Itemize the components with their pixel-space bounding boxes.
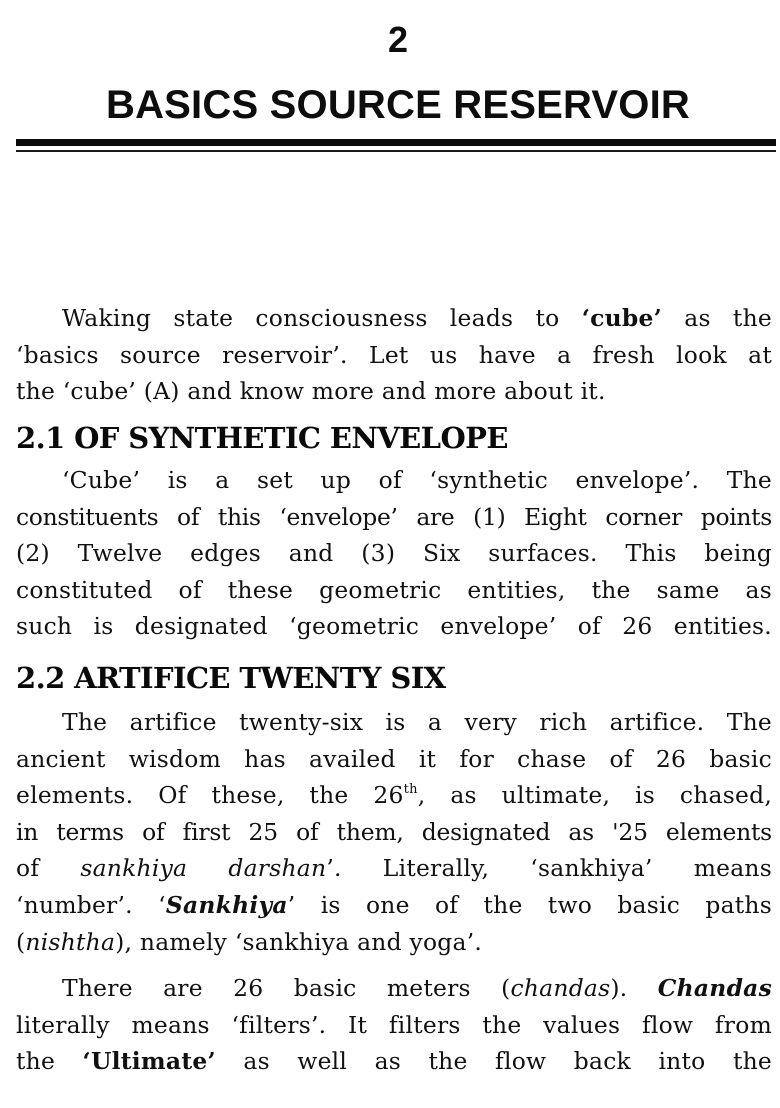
title-rule-thin: [16, 150, 776, 152]
text-line: ancient wisdom has availed it for chase of 26 basic: [16, 744, 772, 773]
text-line: There are 26 basic meters (chandas). Chandas: [62, 974, 772, 1003]
text-line: (2) Twelve edges and (3) Six surfaces. This being: [16, 539, 772, 568]
text-line: the ‘cube’ (A) and know more and more about it.: [16, 377, 606, 406]
text-line: elements. Of these, the 26th, as ultimate, is chased,: [16, 781, 773, 810]
text-line: (nishtha), namely ‘sankhiya and yoga’.: [16, 927, 483, 956]
text-line: constituted of these geometric entities, the same as: [16, 575, 772, 604]
section-heading: 2.2 ARTIFICE TWENTY SIX: [16, 661, 446, 695]
section-heading: 2.1 OF SYNTHETIC ENVELOPE: [16, 421, 508, 455]
chapter-title: BASICS SOURCE RESERVOIR: [106, 83, 690, 127]
text-line: ‘number’. ‘Sankhiya’ is one of the two basic paths: [16, 890, 772, 919]
paragraph: [16, 704, 772, 960]
text-line: in terms of first 25 of them, designated as '25 elements: [16, 817, 772, 846]
section-2-1: [16, 418, 772, 645]
text-line: the ‘Ultimate’ as well as the flow back into the: [16, 1047, 773, 1076]
text-line: constituents of this ‘envelope’ are (1) Eight corner points: [16, 502, 772, 531]
intro-paragraph: [16, 300, 772, 410]
text-line: Waking state consciousness leads to ‘cube’ as the: [62, 304, 772, 332]
paragraph: [16, 970, 772, 1080]
text-line: of sankhiya darshan’. Literally, ‘sankhiya’ means: [16, 854, 772, 883]
superscript: th: [403, 782, 418, 798]
text-line: The artifice twenty-six is a very rich artifice. The: [62, 708, 772, 736]
text-line: ‘Cube’ is a set up of ‘synthetic envelope’. The: [62, 466, 772, 494]
text-line: such is designated ‘geometric envelope’ of 26 entities.: [16, 612, 772, 641]
section-2-2: [16, 658, 772, 1080]
paragraph: [16, 462, 772, 645]
text-line: literally means ‘filters’. It filters the values flow from: [16, 1010, 772, 1039]
title-rule-thick: [16, 139, 776, 146]
text-line: ‘basics source reservoir’. Let us have a fresh look at: [16, 340, 772, 369]
chapter-number: 2: [387, 19, 409, 60]
